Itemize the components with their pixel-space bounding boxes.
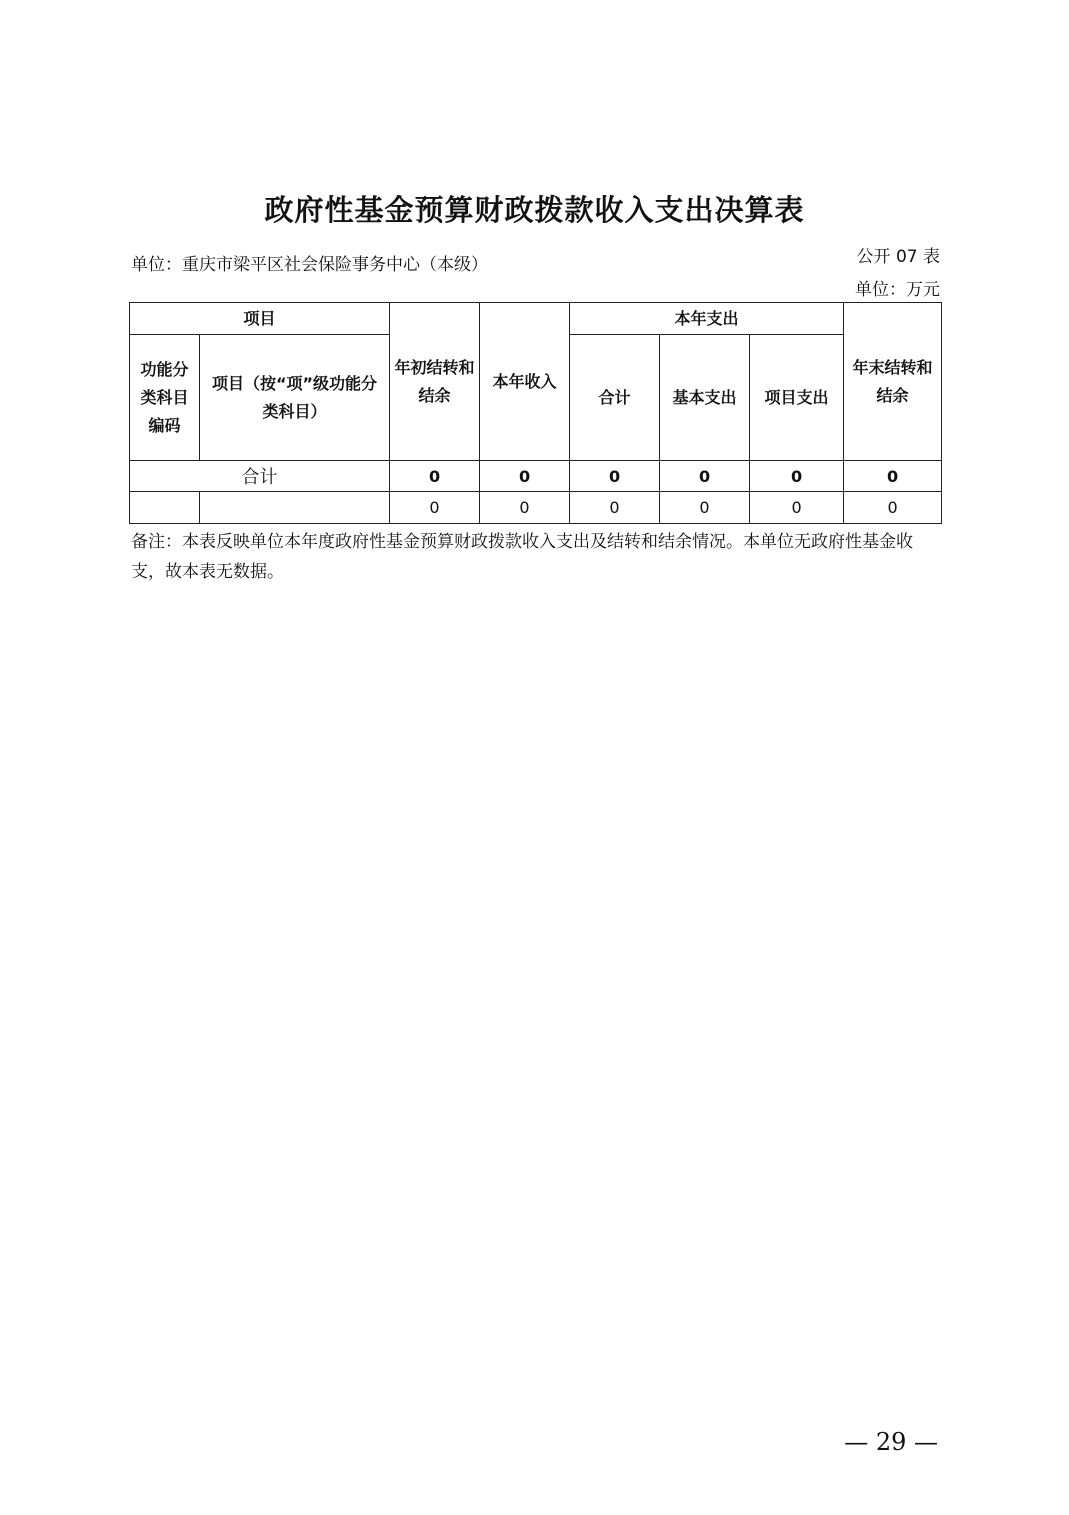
total-row-label: 合计: [130, 461, 390, 492]
page-title: 政府性基金预算财政拨款收入支出决算表: [264, 193, 805, 227]
total-row: [130, 461, 942, 492]
unit-label: 单位：重庆市梁平区社会保险事务中心（本级）: [131, 255, 488, 275]
table-row: [130, 492, 942, 524]
total-end-balance: 0: [844, 461, 942, 492]
header-income: 本年收入: [480, 303, 570, 461]
header-project: 项目: [130, 303, 390, 335]
header-begin-balance: 年初结转和结余: [390, 303, 480, 461]
header-item-name: 项目（按“项”级功能分类科目）: [200, 335, 390, 461]
header-func-code: 功能分类科目编码: [130, 335, 200, 461]
row-expense-total: 0: [570, 492, 660, 524]
total-begin-balance: 0: [390, 461, 480, 492]
form-prefix: 公开: [856, 247, 891, 267]
header-end-balance: 年末结转和结余: [844, 303, 942, 461]
header-project-expense: 项目支出: [750, 335, 844, 461]
page-number: — 29 —: [844, 1428, 938, 1456]
header-expense-total: 合计: [570, 335, 660, 461]
row-income: 0: [480, 492, 570, 524]
row-basic-expense: 0: [660, 492, 750, 524]
form-suffix: 表: [923, 247, 940, 267]
table-note: 备注：本表反映单位本年度政府性基金预算财政拨款收入支出及结转和结余情况。本单位无政府性基金收支，故本表无数据。: [131, 532, 913, 582]
row-item-name: [200, 492, 390, 524]
total-expense-total: 0: [570, 461, 660, 492]
row-project-expense: 0: [750, 492, 844, 524]
row-func-code: [130, 492, 200, 524]
row-begin-balance: 0: [390, 492, 480, 524]
form-number-label: [857, 242, 940, 267]
form-number: 07: [895, 247, 918, 267]
money-unit-label: 单位：万元: [855, 280, 940, 300]
fund-budget-table: [129, 302, 942, 524]
total-basic-expense: 0: [660, 461, 750, 492]
header-expense-group: 本年支出: [570, 303, 844, 335]
total-project-expense: 0: [750, 461, 844, 492]
total-income: 0: [480, 461, 570, 492]
header-basic-expense: 基本支出: [660, 335, 750, 461]
row-end-balance: 0: [844, 492, 942, 524]
